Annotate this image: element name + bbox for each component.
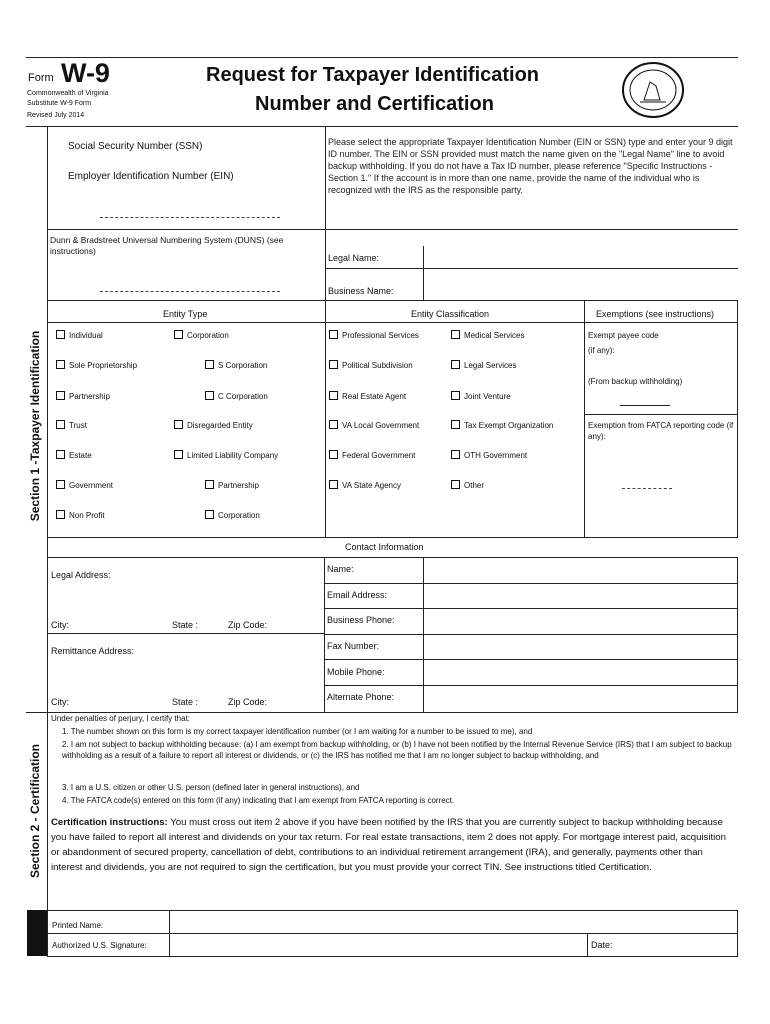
contact-header: Contact Information xyxy=(345,542,424,552)
entity-class-header: Entity Classification xyxy=(411,309,490,319)
revised-date: Revised July 2014 xyxy=(27,112,85,119)
rule xyxy=(325,229,326,300)
checkbox-llc-partnership[interactable]: Partnership xyxy=(205,481,259,490)
checkbox-llc[interactable]: Limited Liability Company xyxy=(174,451,278,460)
virginia-seal-icon xyxy=(620,60,686,120)
duns-label: Dunn & Bradstreet Universal Numbering System (DUNS) (see instructions) xyxy=(50,235,284,256)
checkbox-va-state-agency[interactable]: VA State Agency xyxy=(329,481,401,490)
zip-label: Zip Code: xyxy=(228,620,268,630)
business-name-label: Business Name: xyxy=(328,286,394,296)
checkbox-professional-services[interactable]: Professional Services xyxy=(329,331,419,340)
rule xyxy=(325,300,326,537)
page-title-line1: Request for Taxpayer Identification xyxy=(206,64,540,86)
issuer: Commonwealth of Virginia xyxy=(27,90,109,97)
contact-fax-label: Fax Number: xyxy=(327,641,380,651)
rule xyxy=(47,300,738,301)
ein-label: Employer Identification Number (EIN) xyxy=(68,171,234,182)
cert-instructions: Certification instructions: You must cross out item 2 above if you have been notified by the IRS that you are currently subject to backup withholding because you have failed to report all interest and dividends on your tax return. For real estate transactions, item 2 does not apply. For mortgage interest paid, acquisition or abandonment of secured property, cancellation of debt, contributions to an individual retirement arrangement (IRA), and generally, payments other than interest and dividends, you are not required to sign the certification, but you must provide your correct TIN. See instructions titled Certification. xyxy=(51,817,726,873)
checkbox-real-estate-agent[interactable]: Real Estate Agent xyxy=(329,392,406,401)
checkbox-medical-services[interactable]: Medical Services xyxy=(451,331,524,340)
section2-label: Section 2 - Certification xyxy=(28,743,42,879)
signature-input[interactable] xyxy=(173,937,587,957)
rule xyxy=(325,268,738,269)
header-bottom-rule xyxy=(26,126,738,127)
checkbox-government[interactable]: Government xyxy=(56,481,113,490)
rule xyxy=(584,300,585,537)
checkbox-partnership[interactable]: Partnership xyxy=(56,392,110,401)
rule xyxy=(26,712,738,713)
contact-business-phone-label: Business Phone: xyxy=(327,615,395,625)
legal-address-label: Legal Address: xyxy=(51,570,111,580)
checkbox-corporation[interactable]: Corporation xyxy=(174,331,229,340)
duns-entry-line[interactable] xyxy=(100,291,280,292)
rule xyxy=(324,634,738,635)
state2-label: State : xyxy=(172,697,199,707)
exempt-payee-label: Exempt payee code xyxy=(588,331,659,340)
rule xyxy=(324,583,738,584)
rule xyxy=(324,608,738,609)
checkbox-va-local-government[interactable]: VA Local Government xyxy=(329,421,419,430)
section1-label: Section 1 -Taxpayer Identification xyxy=(28,330,42,522)
exemptions-header: Exemptions (see instructions) xyxy=(596,309,715,319)
state-label: State : xyxy=(172,620,199,630)
rule xyxy=(584,414,737,415)
exempt-payee-if-any: (if any): xyxy=(588,346,615,355)
tin-divider xyxy=(325,126,326,229)
rule xyxy=(47,633,324,634)
rule xyxy=(47,229,738,230)
signature-label: Authorized U.S. Signature: xyxy=(52,941,147,950)
contact-alternate-label: Alternate Phone: xyxy=(327,692,395,702)
cert-item-1: 1. The number shown on this form is my correct taxpayer identification number (or I am waiting for a number to be issued to me), and xyxy=(62,727,533,736)
checkbox-estate[interactable]: Estate xyxy=(56,451,92,460)
cert-item-4: 4. The FATCA code(s) entered on this form (if any) indicating that I am exempt from FATCA reporting is correct. xyxy=(62,796,455,805)
entity-type-header: Entity Type xyxy=(163,309,208,319)
rule xyxy=(324,659,738,660)
exempt-payee-entry-line[interactable] xyxy=(620,405,670,406)
checkbox-non-profit[interactable]: Non Profit xyxy=(56,511,105,520)
form-word: Form xyxy=(28,72,54,84)
ssn-label: Social Security Number (SSN) xyxy=(68,141,203,152)
checkbox-joint-venture[interactable]: Joint Venture xyxy=(451,392,511,401)
printed-name-label: Printed Name: xyxy=(52,921,104,930)
zip2-label: Zip Code: xyxy=(228,697,268,707)
contact-name-label: Name: xyxy=(327,564,354,574)
remittance-address-label: Remittance Address: xyxy=(51,646,135,656)
checkbox-tax-exempt[interactable]: Tax Exempt Organization xyxy=(451,421,553,430)
checkbox-c-corporation[interactable]: C Corporation xyxy=(205,392,268,401)
checkbox-individual[interactable]: Individual xyxy=(56,331,103,340)
form-id: W-9 xyxy=(61,58,110,88)
checkbox-llc-corporation[interactable]: Corporation xyxy=(205,511,260,520)
tin-instructions: Please select the appropriate Taxpayer Identification Number (EIN or SSN) type and enter your 9 digit ID number. The EIN or SSN provided must match the name given on the "Legal Name" line to avoid backup withholding. If you do not have a Tax ID number, please reference "Specific Instructions - Section 1." If the account is in more than one name, provide the name of the individual who is recognized with the IRS as the responsible party. xyxy=(328,137,733,195)
rule xyxy=(587,933,588,956)
date-label: Date: xyxy=(591,940,613,950)
exempt-backup-label: (From backup withholding) xyxy=(588,377,683,386)
checkbox-oth-government[interactable]: OTH Government xyxy=(451,451,527,460)
checkbox-legal-services[interactable]: Legal Services xyxy=(451,361,516,370)
city-label: City: xyxy=(51,620,69,630)
rule xyxy=(47,322,738,323)
tin-entry-line[interactable] xyxy=(100,217,280,218)
penalties-text: Under penalties of perjury, I certify that: xyxy=(51,714,191,723)
cert-item-2: 2. I am not subject to backup withholding because: (a) I am exempt from backup withholding, or (b) I have not been notified by the Internal Revenue Service (IRS) that I am subject to backup withholding as a result of a failure to report all interest or dividends, or (c) the IRS has notified me that I am no longer subject to backup withholding, and xyxy=(62,740,732,760)
checkbox-s-corporation[interactable]: S Corporation xyxy=(205,361,267,370)
rule xyxy=(737,910,738,956)
fatca-entry-line[interactable] xyxy=(622,488,672,489)
checkbox-disregarded-entity[interactable]: Disregarded Entity xyxy=(174,421,253,430)
rule xyxy=(423,246,424,300)
fatca-label: Exemption from FATCA reporting code (if any): xyxy=(588,421,734,441)
header-top-rule xyxy=(26,57,738,58)
rule xyxy=(324,685,738,686)
substitute-form: Substitute W-9 Form xyxy=(27,100,92,107)
checkbox-political-subdivision[interactable]: Political Subdivision xyxy=(329,361,413,370)
date-input[interactable] xyxy=(622,937,738,957)
printed-name-input[interactable] xyxy=(173,914,737,934)
contact-email-label: Email Address: xyxy=(327,590,388,600)
checkbox-trust[interactable]: Trust xyxy=(56,421,87,430)
cert-item-3: 3. I am a U.S. citizen or other U.S. person (defined later in general instructions), and xyxy=(62,783,360,792)
contact-mobile-label: Mobile Phone: xyxy=(327,667,385,677)
legal-name-label: Legal Name: xyxy=(328,253,380,263)
rule xyxy=(47,910,738,911)
checkbox-federal-government[interactable]: Federal Government xyxy=(329,451,415,460)
rule xyxy=(47,933,738,934)
rule xyxy=(737,300,738,537)
checkbox-sole-proprietorship[interactable]: Sole Proprietorship xyxy=(56,361,137,370)
city2-label: City: xyxy=(51,697,69,707)
black-margin-bar xyxy=(27,910,47,956)
page-title-line2: Number and Certification xyxy=(255,93,494,115)
section1-left-rule xyxy=(47,126,48,712)
rule xyxy=(47,712,48,956)
checkbox-other[interactable]: Other xyxy=(451,481,484,490)
rule xyxy=(47,956,738,957)
rule xyxy=(47,557,738,558)
rule xyxy=(47,537,738,538)
